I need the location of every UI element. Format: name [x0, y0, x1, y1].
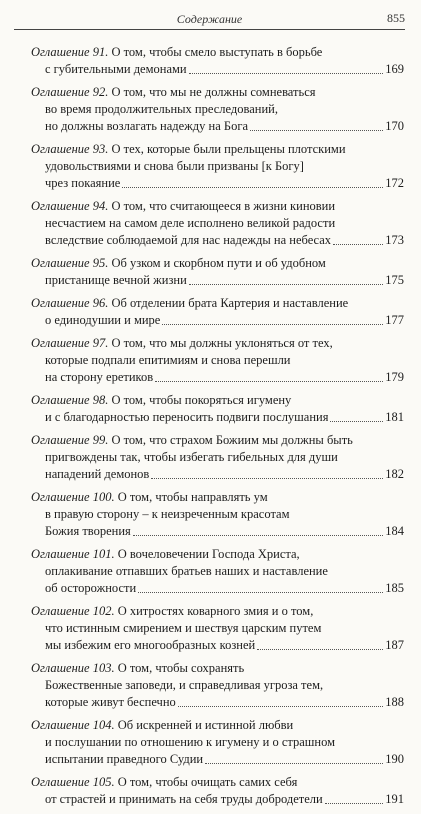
- toc-entry-line: [31, 603, 404, 620]
- toc-entry-text: [45, 102, 278, 116]
- toc-entry-text: [45, 507, 290, 521]
- toc-entry-title-line: испытании праведного Судии: [45, 752, 204, 766]
- toc-entry-line: [31, 506, 404, 523]
- toc-entry-line: [31, 677, 404, 694]
- toc-entry-line: [31, 432, 404, 449]
- toc-page-number: 185: [385, 581, 404, 595]
- toc-entry-label: Оглашение 103.: [31, 661, 115, 675]
- toc-entry-title-line: О вочеловечении Господа Христа,: [117, 547, 300, 561]
- toc-entry-line: [31, 392, 404, 409]
- toc-entry-label: Оглашение 92.: [31, 85, 109, 99]
- toc-entry-title-line: на сторону еретиков: [45, 370, 154, 384]
- toc-entry-title-line: О том, чтобы смело выступать в борьбе: [111, 45, 323, 59]
- toc-entry-line: [31, 791, 404, 808]
- toc-entry-title-line: О хитростях коварного змия и о том,: [117, 604, 314, 618]
- toc-entry-label: Оглашение 98.: [31, 393, 109, 407]
- toc-entry: [31, 603, 404, 654]
- toc-entry: [31, 489, 404, 540]
- toc-entry-title-line: пристанище вечной жизни: [45, 273, 187, 287]
- toc-entry-text: [31, 547, 300, 561]
- toc-entry-text: [45, 272, 187, 289]
- toc-entry-text: [31, 142, 346, 156]
- toc-entry-text: [45, 694, 176, 711]
- toc-entry-title-line: О том, чтобы покоряться игумену: [111, 393, 292, 407]
- toc-entry-line: [31, 523, 404, 540]
- toc-entry: [31, 717, 404, 768]
- dot-leader: [133, 534, 383, 536]
- toc-page-number: 188: [385, 695, 404, 709]
- toc-entry-text: [45, 175, 120, 192]
- dot-leader: [205, 762, 383, 764]
- toc-entry-text: [31, 199, 335, 213]
- dot-leader: [330, 420, 383, 422]
- toc-entry-title-line: о единодушии и мире: [45, 313, 161, 327]
- toc-entry-text: [45, 580, 136, 597]
- toc-entry-line: [31, 295, 404, 312]
- toc-entry-text: [31, 490, 268, 504]
- toc-entry-text: [45, 621, 321, 635]
- dot-leader: [189, 72, 384, 74]
- toc-entry-line: [31, 489, 404, 506]
- toc-entry: [31, 255, 404, 289]
- dot-leader: [257, 648, 383, 650]
- toc-entry: [31, 660, 404, 711]
- toc-entry: [31, 774, 404, 808]
- toc-entry: [31, 295, 404, 329]
- toc-entry-text: [45, 523, 131, 540]
- toc-entry-line: [31, 694, 404, 711]
- toc-entry-line: [31, 141, 404, 158]
- dot-leader: [162, 323, 383, 325]
- header-title: Содержание: [176, 12, 243, 26]
- toc-entry-label: Оглашение 100.: [31, 490, 115, 504]
- toc-entry-line: [31, 466, 404, 483]
- toc-entry-line: [31, 272, 404, 289]
- toc-page-number: 170: [385, 119, 404, 133]
- toc-entry-title-line: которые подпали епитимиям и снова перешли: [45, 353, 291, 367]
- toc-page-number: 184: [385, 524, 404, 538]
- toc-entry-title-line: об осторожности: [45, 581, 137, 595]
- toc-entry-line: [31, 158, 404, 175]
- toc-entry-text: [31, 604, 313, 618]
- toc-entry-text: [31, 296, 348, 310]
- toc-page-number: 190: [385, 752, 404, 766]
- toc-entry-label: Оглашение 101.: [31, 547, 115, 561]
- toc-entry-line: [31, 118, 404, 135]
- running-header: [14, 8, 405, 30]
- toc-entry-line: [31, 580, 404, 597]
- toc-entry-text: [45, 751, 203, 768]
- toc-entry-title-line: Об отделении брата Картерия и наставление: [111, 296, 349, 310]
- toc-page-number: 175: [385, 273, 404, 287]
- toc-entry-text: [45, 735, 335, 749]
- toc-entry-label: Оглашение 95.: [31, 256, 109, 270]
- toc-entry-line: [31, 175, 404, 192]
- dot-leader: [122, 186, 383, 188]
- toc-entry-text: [45, 678, 323, 692]
- toc-page-number: 187: [385, 638, 404, 652]
- toc-entry-label: Оглашение 91.: [31, 45, 109, 59]
- toc-entry-line: [31, 312, 404, 329]
- toc-entry-title-line: О том, что мы должны уклоняться от тех,: [111, 336, 333, 350]
- toc-entry-line: [31, 620, 404, 637]
- toc-entry-line: [31, 563, 404, 580]
- toc-entry: [31, 84, 404, 135]
- toc-entry-text: [31, 256, 326, 270]
- toc-entry-title-line: мы избежим его многообразных козней: [45, 638, 256, 652]
- toc-entry-label: Оглашение 93.: [31, 142, 109, 156]
- toc-entry-line: [31, 449, 404, 466]
- toc-entry-title-line: с губительными демонами: [45, 62, 187, 76]
- toc-entry-line: [31, 734, 404, 751]
- toc-page-number: 191: [385, 792, 404, 806]
- toc-entry-title-line: Божественные заповеди, и справедливая угроза тем,: [45, 678, 324, 692]
- toc-entry-label: Оглашение 96.: [31, 296, 109, 310]
- toc-entry-text: [45, 216, 335, 230]
- toc-entry-label: Оглашение 104.: [31, 718, 115, 732]
- toc-entry-label: Оглашение 105.: [31, 775, 115, 789]
- toc-entry-text: [45, 466, 149, 483]
- toc-entry-text: [45, 369, 153, 386]
- toc-entry-title-line: и с благодарностью переносить подвиги послушания: [45, 410, 329, 424]
- dot-leader: [178, 705, 383, 707]
- toc-entry-title-line: О том, чтобы очищать самих себя: [117, 775, 298, 789]
- toc-entry-text: [31, 45, 322, 59]
- toc-entry-text: [31, 661, 244, 675]
- toc-entry-text: [45, 353, 291, 367]
- toc-entry-line: [31, 751, 404, 768]
- toc-entry-text: [45, 791, 323, 808]
- toc-entry: [31, 198, 404, 249]
- toc-entry-text: [31, 718, 293, 732]
- toc-entry-text: [45, 312, 160, 329]
- toc-entry-title-line: О том, чтобы сохранять: [117, 661, 245, 675]
- toc-entry-title-line: чрез покаяние: [45, 176, 121, 190]
- toc-entry-title-line: Об искренней и истинной любви: [117, 718, 294, 732]
- toc-page-number: 173: [385, 233, 404, 247]
- toc-entry-line: [31, 637, 404, 654]
- toc-entry-line: [31, 660, 404, 677]
- toc-page-number: 182: [385, 467, 404, 481]
- toc-entry-text: [45, 118, 248, 135]
- toc-entry-text: [31, 433, 353, 447]
- toc-entry-title-line: О тех, которые были прельщены плотскими: [111, 142, 346, 156]
- toc-entry-title-line: О том, чтобы направлять ум: [117, 490, 268, 504]
- toc-page-number: 172: [385, 176, 404, 190]
- toc-entry-line: [31, 215, 404, 232]
- toc-entry-text: [31, 85, 316, 99]
- toc-entry-text: [45, 409, 328, 426]
- toc-entry: [31, 44, 404, 78]
- toc-entry-text: [45, 450, 338, 464]
- toc-entry-line: [31, 546, 404, 563]
- toc-entry-text: [45, 637, 255, 654]
- toc-entry-text: [31, 775, 297, 789]
- toc-entry-line: [31, 101, 404, 118]
- toc-entry-title-line: удовольствиями и снова были призваны [к Богу]: [45, 159, 304, 173]
- toc-entry-line: [31, 774, 404, 791]
- dot-leader: [138, 591, 383, 593]
- toc-page-number: 181: [385, 410, 404, 424]
- toc-entry-line: [31, 335, 404, 352]
- toc-entry-line: [31, 84, 404, 101]
- toc-page-number: 179: [385, 370, 404, 384]
- toc-entry-title-line: и послушании по отношению к игумену и о страшном: [45, 735, 336, 749]
- toc-entry-title-line: нападений демонов: [45, 467, 150, 481]
- toc-entry-title-line: от страстей и принимать на себя труды добродетели: [45, 792, 323, 806]
- toc-entry-title-line: пригвождены так, чтобы избегать гибельных для души: [45, 450, 338, 464]
- toc-entry: [31, 432, 404, 483]
- toc-page-number: 169: [385, 62, 404, 76]
- toc-entry-line: [31, 717, 404, 734]
- toc-entry: [31, 141, 404, 192]
- toc-entry-line: [31, 44, 404, 61]
- dot-leader: [325, 802, 384, 804]
- dot-leader: [250, 129, 383, 131]
- toc-entry-title-line: О том, что страхом Божиим мы должны быть: [111, 433, 353, 447]
- toc-entry-text: [31, 393, 291, 407]
- toc-entry-title-line: О том, что считающееся в жизни киновии: [111, 199, 336, 213]
- dot-leader: [155, 380, 383, 382]
- toc-entry-line: [31, 255, 404, 272]
- toc-entry-label: Оглашение 97.: [31, 336, 109, 350]
- page-number: 855: [387, 11, 405, 25]
- toc-entry-line: [31, 61, 404, 78]
- toc-entry-title-line: в правую сторону – к неизреченным красотам: [45, 507, 290, 521]
- dot-leader: [333, 243, 383, 245]
- toc-entry-title-line: вследствие соблюдаемой для нас надежды на небесах: [45, 233, 332, 247]
- toc-entry-text: [31, 336, 333, 350]
- toc-entry: [31, 392, 404, 426]
- toc-entry-text: [45, 232, 331, 249]
- toc-entry-line: [31, 369, 404, 386]
- toc-entry-line: [31, 409, 404, 426]
- toc-entry-title-line: О том, что мы не должны сомневаться: [111, 85, 316, 99]
- toc-entry-text: [45, 159, 304, 173]
- toc-entry-label: Оглашение 102.: [31, 604, 115, 618]
- toc-entry-text: [45, 61, 187, 78]
- dot-leader: [151, 477, 383, 479]
- toc-page-number: 177: [385, 313, 404, 327]
- toc-entry-title-line: Об узком и скорбном пути и об удобном: [111, 256, 326, 270]
- toc-entry-line: [31, 232, 404, 249]
- toc-entry-text: [45, 564, 328, 578]
- table-of-contents: [31, 44, 404, 814]
- toc-entry: [31, 335, 404, 386]
- toc-entry-title-line: Божия творения: [45, 524, 131, 538]
- header-rule: [14, 29, 405, 30]
- toc-entry-title-line: во время продолжительных преследований,: [45, 102, 278, 116]
- toc-entry-title-line: оплакивание отпавших братьев наших и наставление: [45, 564, 328, 578]
- toc-entry-line: [31, 198, 404, 215]
- dot-leader: [189, 283, 383, 285]
- toc-entry-label: Оглашение 94.: [31, 199, 109, 213]
- toc-entry: [31, 546, 404, 597]
- toc-entry-title-line: которые живут беспечно: [45, 695, 176, 709]
- toc-entry-title-line: несчастием на самом деле исполнено великой радости: [45, 216, 336, 230]
- toc-entry-line: [31, 352, 404, 369]
- toc-entry-title-line: но должны возлагать надежду на Бога: [45, 119, 249, 133]
- toc-entry-label: Оглашение 99.: [31, 433, 109, 447]
- toc-entry-title-line: что истинным смирением и шествуя царским путем: [45, 621, 322, 635]
